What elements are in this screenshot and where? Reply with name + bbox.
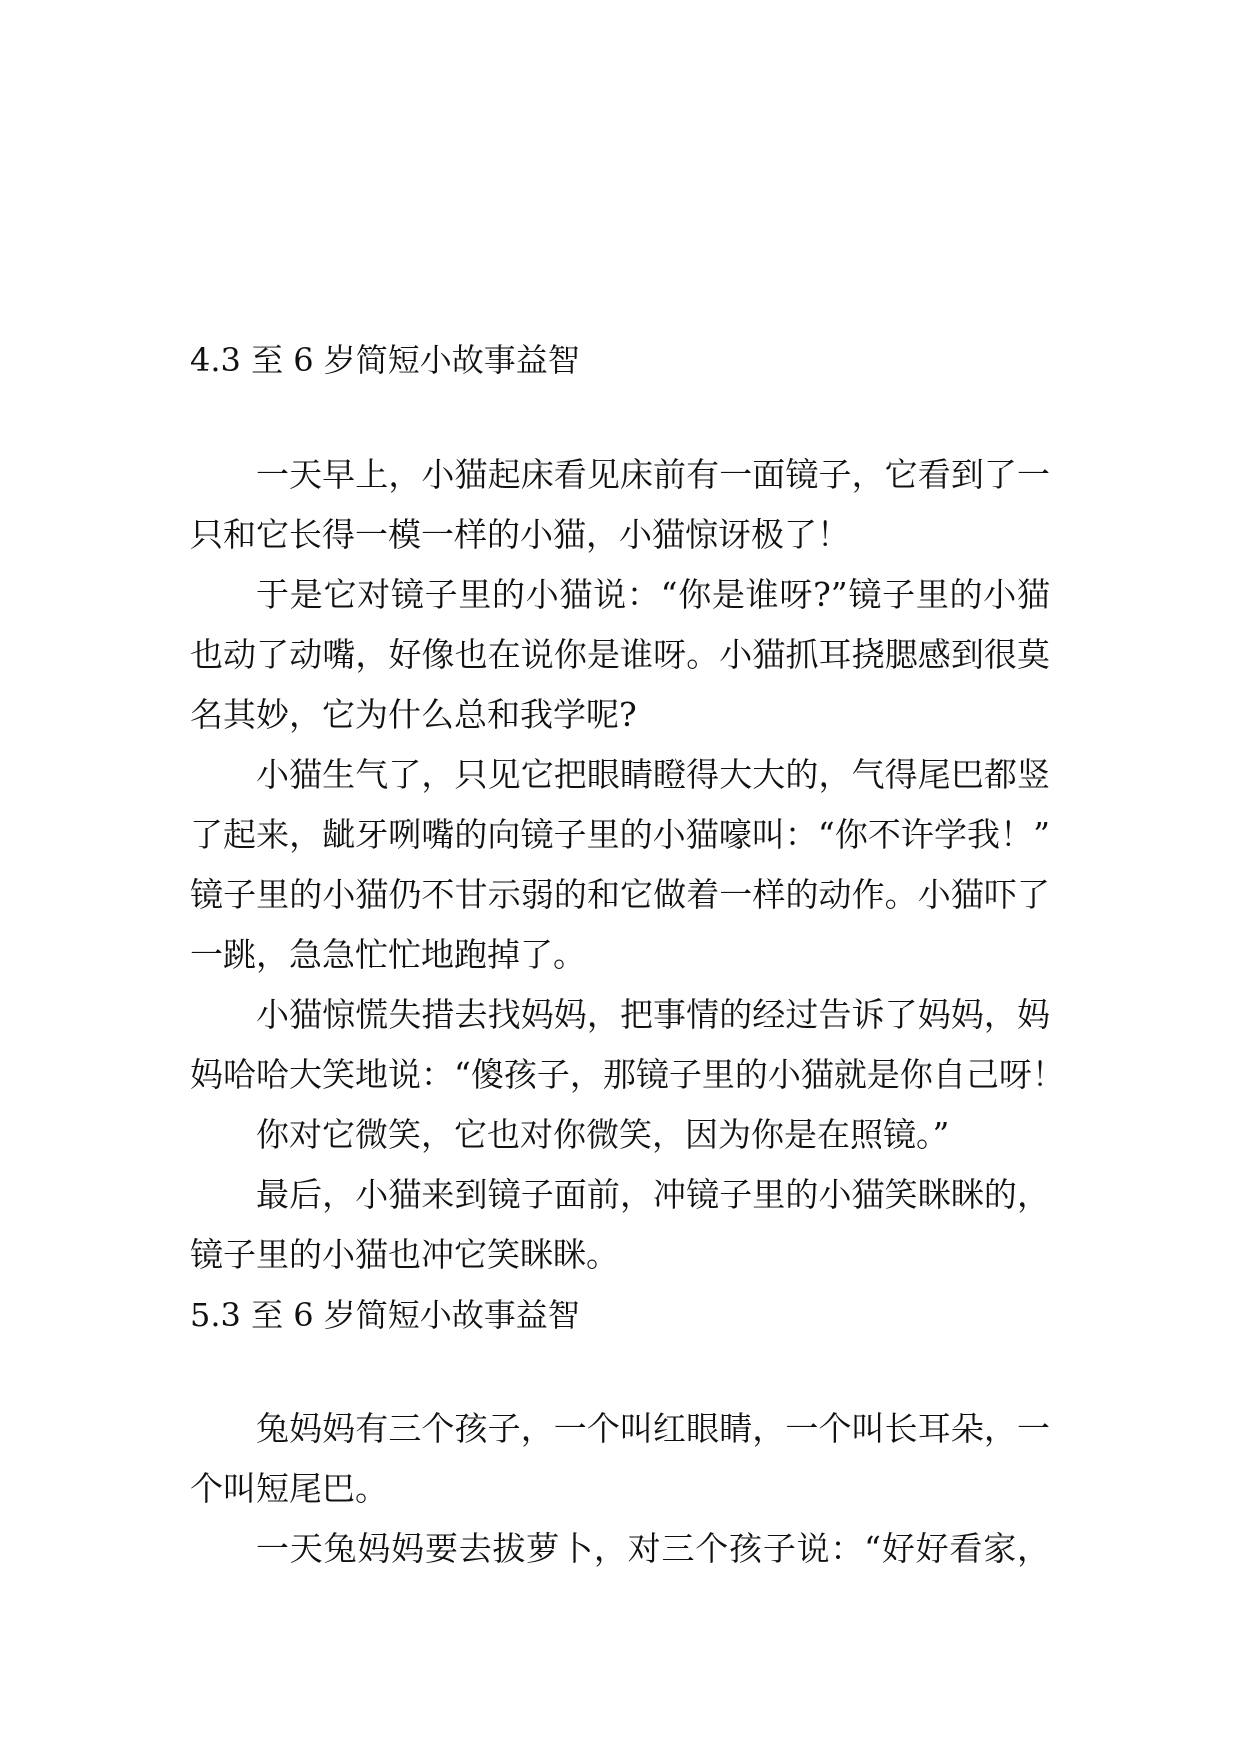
paragraph-line: 于是它对镜子里的小猫说：“你是谁呀?”镜子里的小猫: [256, 575, 1050, 614]
paragraph-line: 只和它长得一模一样的小猫，小猫惊讶极了！: [190, 515, 850, 554]
paragraph-line: 小猫惊慌失措去找妈妈，把事情的经过告诉了妈妈，妈: [256, 995, 1050, 1034]
section-title-5: 5.3 至 6 岁简短小故事益智: [190, 1296, 580, 1334]
paragraph-line: 镜子里的小猫仍不甘示弱的和它做着一样的动作。小猫吓了: [190, 875, 1050, 914]
paragraph-line: 个叫短尾巴。: [190, 1469, 388, 1508]
paragraph-line: 了起来，龇牙咧嘴的向镜子里的小猫嚎叫：“你不许学我！”: [190, 815, 1050, 854]
paragraph-line: 也动了动嘴，好像也在说你是谁呀。小猫抓耳挠腮感到很莫: [190, 635, 1050, 674]
paragraph-line: 名其妙，它为什么总和我学呢?: [190, 695, 637, 734]
paragraph-line: 一跳，急急忙忙地跑掉了。: [190, 935, 586, 974]
paragraph-line: 妈哈哈大笑地说：“傻孩子，那镜子里的小猫就是你自己呀！: [190, 1055, 1065, 1094]
paragraph-line: 小猫生气了，只见它把眼睛瞪得大大的，气得尾巴都竖: [256, 755, 1050, 794]
paragraph-line: 兔妈妈有三个孩子，一个叫红眼睛，一个叫长耳朵，一: [256, 1409, 1050, 1448]
paragraph-line: 一天兔妈妈要去拔萝卜，对三个孩子说：“好好看家，: [256, 1529, 1050, 1568]
section-title-4: 4.3 至 6 岁简短小故事益智: [190, 341, 580, 379]
paragraph-line: 一天早上，小猫起床看见床前有一面镜子，它看到了一: [256, 455, 1050, 494]
paragraph-line: 镜子里的小猫也冲它笑眯眯。: [190, 1235, 619, 1274]
paragraph-line: 你对它微笑，它也对你微笑，因为你是在照镜。”: [256, 1115, 950, 1154]
paragraph-line: 最后，小猫来到镜子面前，冲镜子里的小猫笑眯眯的，: [256, 1175, 1050, 1214]
